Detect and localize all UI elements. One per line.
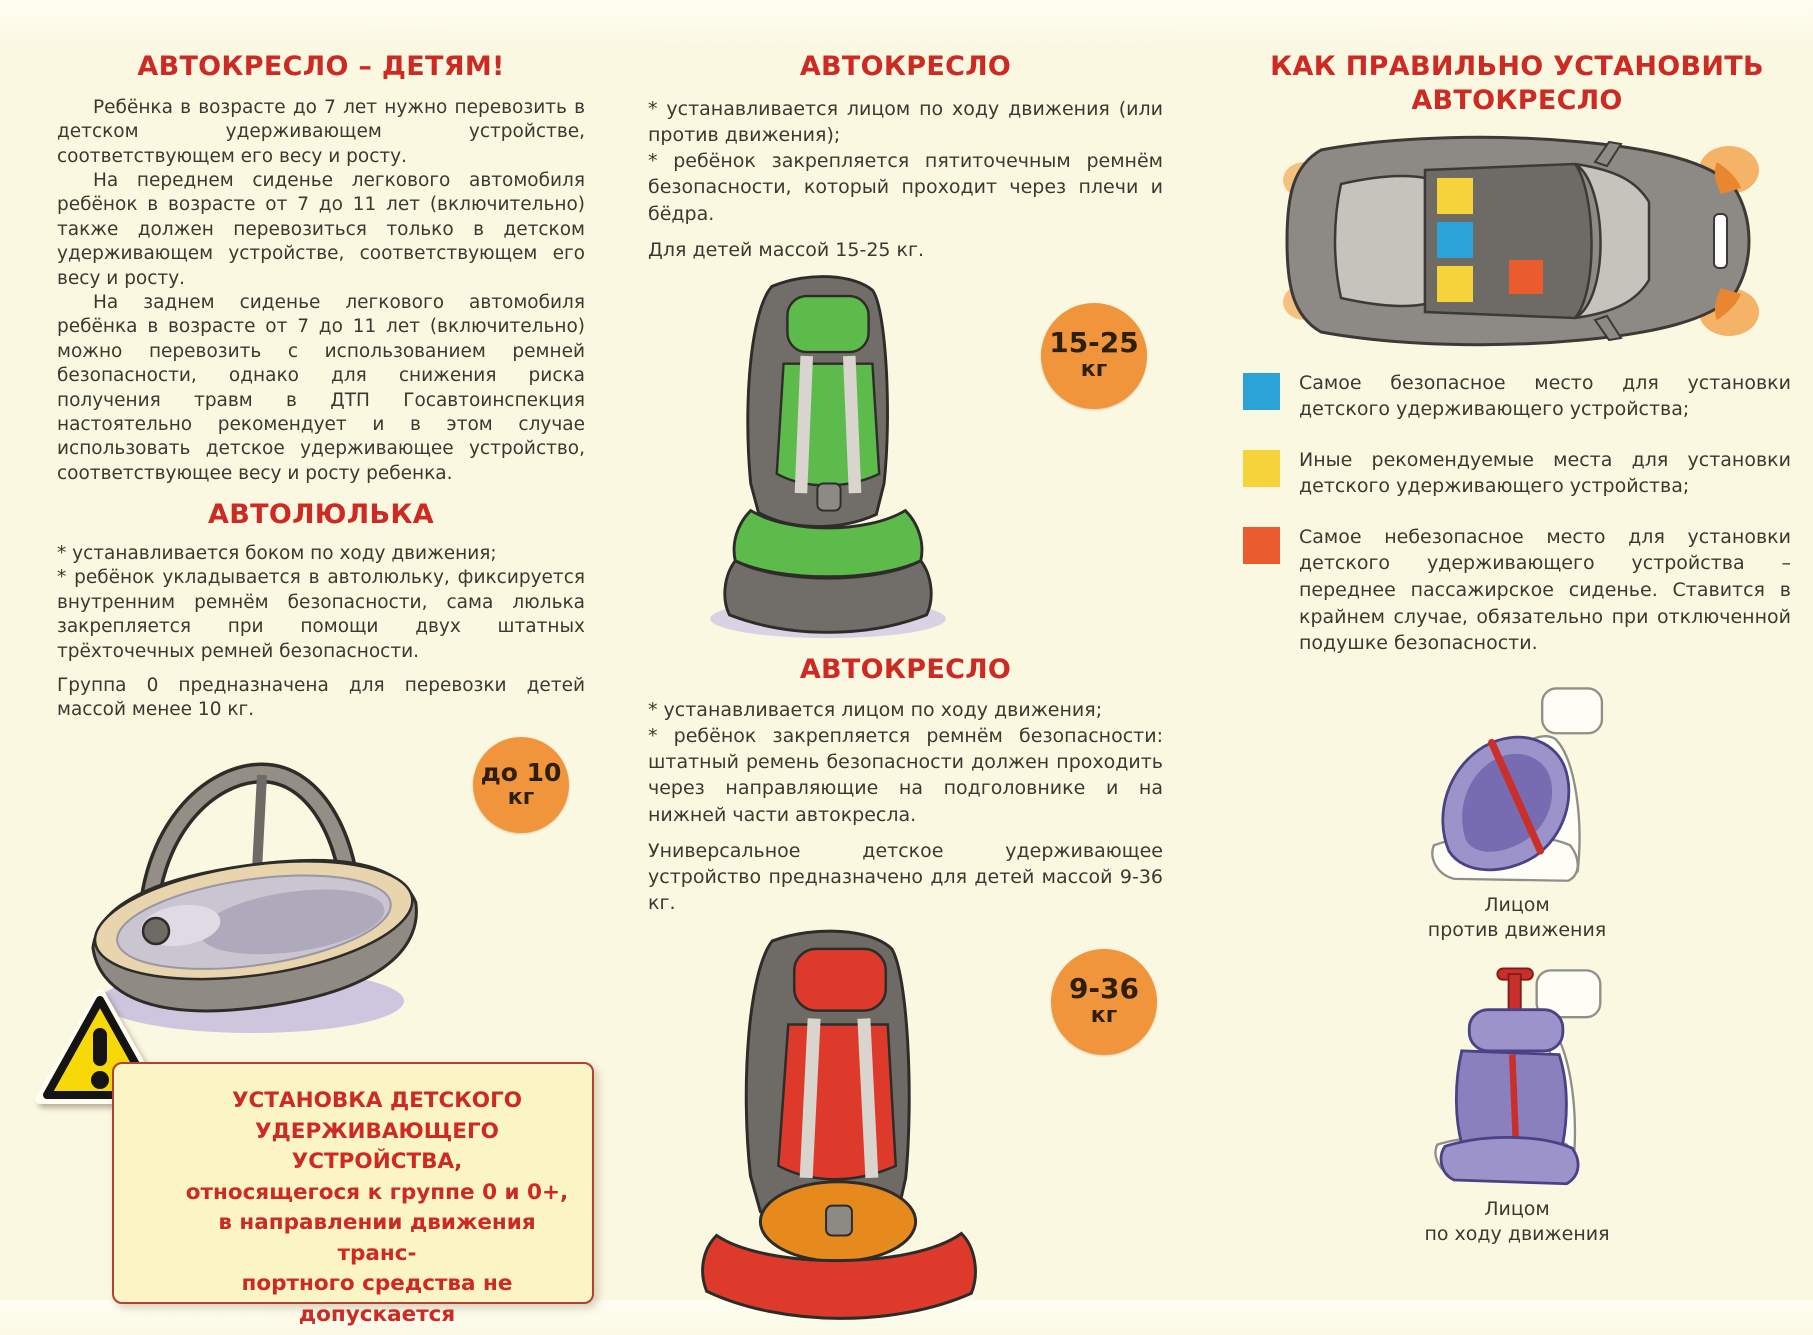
forward-facing-seat-illustration	[1392, 961, 1642, 1195]
left-paragraph-2: На переднем сиденье легкового автомобиля ребёнок в возрасте от 7 до 11 лет (включительно) также должен перевозиться только в детском удерживающем устройстве, соответствующем его весу и росту.	[57, 169, 585, 289]
weight-badge-9-36kg	[1051, 949, 1157, 1055]
car-top-view-illustration	[1275, 130, 1759, 352]
carseat2-bullet-1: * устанавливается лицом по ходу движения;	[648, 698, 1103, 721]
warning-line-4: в направлении движения транс-	[218, 1210, 536, 1266]
left-column	[57, 50, 585, 1043]
caption-forward-facing-line2: по ходу движения	[1424, 1223, 1610, 1246]
orange-swatch	[1243, 527, 1280, 564]
green-child-seat-illustration	[678, 269, 978, 641]
carseat-heading-2: АВТОКРЕСЛО	[799, 654, 1012, 686]
badge-weight-unit: кг	[1090, 1002, 1118, 1028]
left-paragraph-3: На заднем сиденье легкового автомобиля ребёнка в возрасте от 7 до 11 лет (включительно) можно перевозить с использованием ремней безопасности, однако для снижения риска получения травм в ДТП Госавтоинспекция настоятельно рекомендует и в этом случае использовать детское удерживающее устройство, соответствующее весу и росту ребенка.	[57, 292, 585, 484]
forward-facing-illustration-area	[1243, 961, 1791, 1197]
install-title-line1: КАК ПРАВИЛЬНО УСТАНОВИТЬ	[1270, 51, 1764, 82]
carrycot-note: Группа 0 предназначена для перевозки детей массой менее 10 кг.	[57, 675, 585, 721]
legend-text-recommended: Иные рекомендуемые места для установки детского удерживающего устройства;	[1299, 448, 1791, 498]
badge-weight-unit: кг	[1080, 357, 1108, 383]
legend-item-recommended	[1243, 447, 1791, 500]
install-title-line2: АВТОКРЕСЛО	[1411, 84, 1623, 116]
carseat1-bullet-1: * устанавливается лицом по ходу движения (или против движения);	[648, 97, 1163, 146]
badge-weight-unit: кг	[507, 784, 535, 810]
legend-item-unsafe	[1243, 524, 1791, 657]
carseat2-note: Универсальное детское удерживающее устройство предназначено для детей массой 9-36 кг.	[648, 839, 1163, 915]
yellow-swatch	[1243, 450, 1280, 487]
warning-line-5: портного средства не допускается	[241, 1271, 513, 1327]
green-seat-illustration-area	[648, 263, 1163, 641]
carseat1-note: Для детей массой 15-25 кг.	[648, 238, 925, 261]
warning-line-1: УСТАНОВКА ДЕТСКОГО	[231, 1088, 523, 1113]
left-paragraph-1: Ребёнка в возрасте до 7 лет нужно перевозить в детском удерживающем устройстве, соответствующем его весу и росту.	[57, 96, 585, 167]
caption-rear-facing	[1243, 893, 1791, 943]
warning-box	[112, 1062, 594, 1327]
red-child-seat-illustration	[676, 927, 1006, 1335]
caption-forward-facing-line1: Лицом	[1484, 1198, 1550, 1220]
carseat2-bullet-2: * ребёнок закрепляется ремнём безопасности: штатный ремень безопасности должен проходить через направляющие на подголовнике и на нижней части автокресла.	[648, 725, 1163, 826]
left-title: АВТОКРЕСЛО – ДЕТЯМ!	[137, 51, 505, 82]
caption-forward-facing	[1243, 1197, 1791, 1247]
weight-badge-up-to-10kg	[473, 737, 569, 833]
legend-text-unsafe: Самое небезопасное место для установки детского удерживающего устройства – переднее пассажирское сиденье. Ставится в крайнем случае, обязательно при отключенной подушке безопасности.	[1299, 525, 1791, 655]
carrycot-bullet-2: * ребёнок укладывается в автолюльку, фиксируется внутренним ремнём безопасности, сама люлька закрепляется при помощи двух штатных трёхточечных ремней безопасности.	[57, 567, 585, 662]
warning-line-3: относящегося к группе 0 и 0+,	[185, 1179, 569, 1205]
caption-rear-facing-line2: против движения	[1427, 918, 1607, 941]
carrycot-heading: АВТОЛЮЛЬКА	[208, 499, 434, 531]
red-seat-illustration-area	[648, 917, 1163, 1327]
badge-weight-value: 15-25	[1049, 326, 1139, 360]
right-column	[1243, 50, 1791, 1247]
blue-swatch	[1243, 373, 1280, 410]
rear-facing-seat-illustration	[1392, 681, 1642, 891]
caption-rear-facing-line1: Лицом	[1484, 893, 1550, 916]
carrycot-bullet-1: * устанавливается боком по ходу движения;	[57, 543, 497, 564]
warning-line-2: УДЕРЖИВАЮЩЕГО УСТРОЙСТВА,	[255, 1118, 499, 1175]
rear-facing-illustration-area	[1243, 681, 1791, 893]
carseat-heading-1: АВТОКРЕСЛО	[799, 51, 1012, 82]
middle-column	[648, 50, 1163, 1327]
badge-weight-value: до 10	[480, 757, 562, 787]
badge-weight-value: 9-36	[1068, 971, 1140, 1005]
carseat1-bullet-2: * ребёнок закрепляется пятиточечным ремнём безопасности, который проходит через плечи и бёдра.	[648, 150, 1163, 225]
seat-position-legend	[1243, 370, 1791, 657]
legend-text-safest: Самое безопасное место для установки детского удерживающего устройства;	[1299, 371, 1791, 421]
legend-item-safest	[1243, 370, 1791, 423]
weight-badge-15-25kg	[1041, 303, 1147, 409]
